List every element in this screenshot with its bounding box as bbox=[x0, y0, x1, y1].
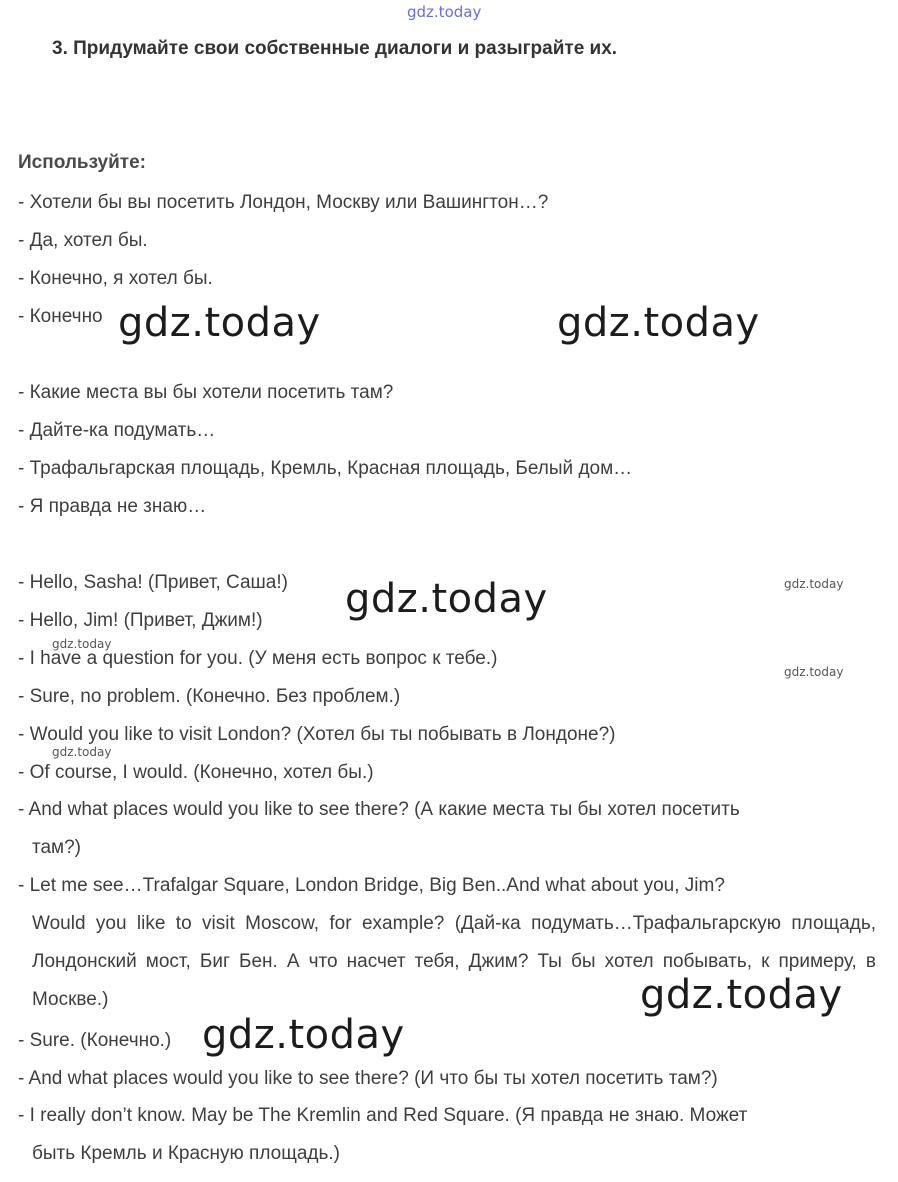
paragraph-first-line: - And what places would you like to see there? (А какие места ты бы хотел посетить bbox=[18, 799, 740, 820]
dialogue-line: - Of course, I would. (Конечно, хотел бы.) bbox=[18, 762, 374, 783]
dialogue-line: - Sure. (Конечно.) bbox=[18, 1030, 172, 1051]
watermark-big: gdz.today bbox=[640, 972, 843, 1018]
dialogue-paragraph bbox=[18, 791, 876, 867]
watermark-top: gdz.today bbox=[407, 3, 482, 21]
use-line: - Конечно bbox=[18, 306, 103, 327]
paragraph-first-line: - I really don’t know. May be The Kremlin and Red Square. (Я правда не знаю. Может bbox=[18, 1105, 748, 1126]
watermark-small: gdz.today bbox=[52, 637, 112, 651]
paragraph-continuation: там?) bbox=[32, 837, 82, 858]
dialogue-paragraph bbox=[18, 1097, 876, 1173]
watermark-big: gdz.today bbox=[118, 300, 321, 346]
task-title: 3. Придумайте свои собственные диалоги и разыграйте их. bbox=[52, 38, 618, 59]
use-line: - Я правда не знаю… bbox=[18, 496, 207, 517]
dialogue-line: - Hello, Sasha! (Привет, Саша!) bbox=[18, 572, 288, 593]
use-heading: Используйте: bbox=[18, 152, 146, 173]
dialogue-line: - And what places would you like to see there? (И что бы ты хотел посетить там?) bbox=[18, 1068, 718, 1089]
watermark-big: gdz.today bbox=[202, 1012, 405, 1058]
paragraph-first-line: - Let me see…Trafalgar Square, London Bridge, Big Ben..And what about you, Jim? bbox=[18, 875, 725, 896]
dialogue-line: - I have a question for you. (У меня есть вопрос к тебе.) bbox=[18, 648, 498, 669]
dialogue-line: - Hello, Jim! (Привет, Джим!) bbox=[18, 610, 263, 631]
watermark-big: gdz.today bbox=[557, 300, 760, 346]
watermark-small: gdz.today bbox=[784, 577, 844, 591]
paragraph-continuation: Would you like to visit Moscow, for example? (Дай-ка подумать…Трафальгарскую площадь, Лондонский мост, Биг Бен. А что насчет тебя, Джим? Ты бы хотел побывать, к примеру, в Москве.) bbox=[32, 913, 876, 1010]
use-line: - Конечно, я хотел бы. bbox=[18, 268, 213, 289]
use-line: - Да, хотел бы. bbox=[18, 230, 148, 251]
use-line: - Трафальгарская площадь, Кремль, Красная площадь, Белый дом… bbox=[18, 458, 633, 479]
watermark-big: gdz.today bbox=[345, 576, 548, 622]
paragraph-continuation: быть Кремль и Красную площадь.) bbox=[32, 1143, 341, 1164]
watermark-small: gdz.today bbox=[52, 745, 112, 759]
use-line: - Какие места вы бы хотели посетить там? bbox=[18, 382, 394, 403]
watermark-small: gdz.today bbox=[784, 665, 844, 679]
use-line: - Дайте-ка подумать… bbox=[18, 420, 216, 441]
use-line: - Хотели бы вы посетить Лондон, Москву или Вашингтон…? bbox=[18, 192, 549, 213]
dialogue-line: - Would you like to visit London? (Хотел бы ты побывать в Лондоне?) bbox=[18, 724, 616, 745]
dialogue-line: - Sure, no problem. (Конечно. Без проблем.) bbox=[18, 686, 401, 707]
